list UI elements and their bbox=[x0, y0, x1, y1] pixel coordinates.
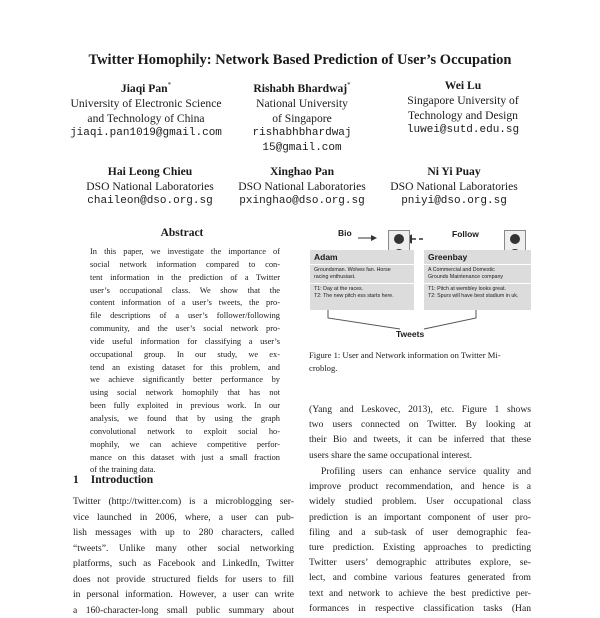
text-line: (Yang and Leskovec, 2013), etc. Figure 1 shows bbox=[309, 402, 531, 417]
author-name: Rishabh Bhardwaj bbox=[253, 82, 347, 95]
card-divider bbox=[310, 264, 414, 265]
text-line: improve product recommendation, and hence is a bbox=[309, 479, 531, 494]
section-title: Introduction bbox=[91, 474, 153, 486]
author-block-3 bbox=[378, 78, 548, 138]
author-email[interactable]: rishabhbhardwaj bbox=[232, 126, 372, 141]
user-tweets bbox=[314, 286, 394, 300]
text-line: widely studied problem. User occupational class bbox=[309, 494, 531, 509]
text-line: tent information in the prediction of a Twitter bbox=[90, 272, 280, 285]
text-line: social network information compared to con- bbox=[90, 259, 280, 272]
text-line: in personal information. However, a user can write bbox=[73, 587, 294, 603]
text-line: filing and a sub-task of user demographic fea- bbox=[309, 525, 531, 540]
author-affiliation: DSO National Laboratories bbox=[374, 179, 534, 194]
card-divider bbox=[310, 283, 414, 284]
user-card-right bbox=[424, 250, 531, 310]
caption-line: Figure 1: User and Network information on Twitter Mi- bbox=[309, 349, 531, 362]
text-line: convolutional network to exploit social ho- bbox=[90, 426, 280, 439]
text-line: Twitter users’ demographic attributes explore, se- bbox=[309, 555, 531, 570]
author-email[interactable]: 15@gmail.com bbox=[232, 141, 372, 156]
text-line: “tweets”. Unlike many other social networking bbox=[73, 541, 294, 557]
author-affiliation: Technology and Design bbox=[378, 108, 548, 123]
author-name: Hai Leong Chieu bbox=[108, 165, 192, 178]
text-line: file descriptions of a user’s follower/following bbox=[90, 310, 280, 323]
introduction-body bbox=[73, 494, 294, 618]
text-line: been fully exploited in previous work. In our bbox=[90, 400, 280, 413]
text-line: occupational group. In our study, we ex- bbox=[90, 349, 280, 362]
author-email[interactable]: luwei@sutd.edu.sg bbox=[378, 123, 548, 138]
author-name: Wei Lu bbox=[445, 79, 481, 92]
text-line: text and network to achieve the best predictive per- bbox=[309, 586, 531, 601]
user-tweet: T2: Spurs will have best stadium in uk. bbox=[428, 293, 518, 300]
caption-line: croblog. bbox=[309, 362, 531, 375]
abstract-body bbox=[90, 246, 280, 477]
tweets-line-left bbox=[328, 310, 400, 329]
author-email[interactable]: jiaqi.pan1019@gmail.com bbox=[56, 126, 236, 141]
text-line: mance on this dataset with just a small fraction bbox=[90, 452, 280, 465]
author-affiliation: DSO National Laboratories bbox=[70, 179, 230, 194]
figure-label-follow: Follow bbox=[452, 229, 479, 239]
text-line: ture prediction. Existing approaches to predicting bbox=[309, 540, 531, 555]
tweets-line-right bbox=[424, 310, 476, 329]
text-line: prediction is an important component of user pro- bbox=[309, 510, 531, 525]
user-bio bbox=[428, 267, 503, 281]
text-line: Profiling users can enhance service quality and bbox=[309, 464, 531, 479]
user-bio bbox=[314, 267, 391, 281]
text-line: we achieve significantly better performance by bbox=[90, 374, 280, 387]
user-name: Adam bbox=[314, 252, 338, 262]
text-line: content information of a user’s tweets, the pro- bbox=[90, 297, 280, 310]
card-divider bbox=[424, 264, 531, 265]
user-bio-line: Groundsman. Wolves fan. Horse bbox=[314, 267, 391, 274]
text-line: platforms, such as Facebook and LinkedIn, Twitter bbox=[73, 556, 294, 572]
author-affiliation: DSO National Laboratories bbox=[222, 179, 382, 194]
user-bio-line: Grounds Maintenance company bbox=[428, 274, 503, 281]
text-line: In this paper, we investigate the importance of bbox=[90, 246, 280, 259]
author-block-1 bbox=[56, 78, 236, 141]
author-name: Xinghao Pan bbox=[270, 165, 334, 178]
author-affiliation: University of Electronic Science bbox=[56, 96, 236, 111]
author-name: Ni Yi Puay bbox=[427, 165, 480, 178]
author-block-6 bbox=[374, 164, 534, 209]
author-affiliation: Singapore University of bbox=[378, 93, 548, 108]
text-line: analysis, we found that by using the graph bbox=[90, 413, 280, 426]
user-card-left bbox=[310, 250, 414, 310]
text-line: user’s occupational class. We show that the bbox=[90, 285, 280, 298]
author-block-5 bbox=[222, 164, 382, 209]
text-line: lect, and combine various features generated from bbox=[309, 570, 531, 585]
figure-label-tweets: Tweets bbox=[396, 329, 424, 339]
text-line: does not provide structured fields for users to fill bbox=[73, 572, 294, 588]
author-mark: * bbox=[347, 81, 351, 89]
figure-1 bbox=[308, 226, 533, 344]
text-line: using social network homophily that has not bbox=[90, 387, 280, 400]
text-line: of the training data. bbox=[90, 464, 280, 477]
author-affiliation: National University bbox=[232, 96, 372, 111]
author-affiliation: and Technology of China bbox=[56, 111, 236, 126]
user-name: Greenbay bbox=[428, 252, 467, 262]
section-number: 1 bbox=[73, 474, 79, 486]
author-email[interactable]: chaileon@dso.org.sg bbox=[70, 194, 230, 209]
author-email[interactable]: pniyi@dso.org.sg bbox=[374, 194, 534, 209]
text-line: mophily, we can achieve competitive perfor- bbox=[90, 439, 280, 452]
author-mark: * bbox=[168, 81, 172, 89]
text-line: lish messages with up to 280 characters, called bbox=[73, 525, 294, 541]
user-tweet: T1: Pitch at wembley looks great. bbox=[428, 286, 518, 293]
text-line: community, and the user’s social network pro- bbox=[90, 323, 280, 336]
user-bio-line: A Commercial and Domestic bbox=[428, 267, 503, 274]
figure-caption bbox=[309, 349, 531, 375]
right-column-paragraph-2 bbox=[309, 464, 531, 616]
user-bio-line: racing enthusiast. bbox=[314, 274, 391, 281]
section-heading bbox=[73, 474, 153, 486]
text-line: tend an existing dataset for this problem, and bbox=[90, 362, 280, 375]
figure-label-bio: Bio bbox=[338, 228, 352, 238]
card-divider bbox=[424, 283, 531, 284]
text-line: users share the same occupational interest. bbox=[309, 448, 531, 463]
user-tweet: T1: Day at the races. bbox=[314, 286, 394, 293]
text-line: their Bio and tweets, it can be inferred that these bbox=[309, 432, 531, 447]
author-name: Jiaqi Pan bbox=[121, 82, 168, 95]
author-affiliation: of Singapore bbox=[232, 111, 372, 126]
user-tweets bbox=[428, 286, 518, 300]
text-line: Twitter (http://twitter.com) is a microblogging ser- bbox=[73, 494, 294, 510]
text-line: vice launched in 2006, where, a user can pub- bbox=[73, 510, 294, 526]
text-line: a 160-character-long small public summary about bbox=[73, 603, 294, 618]
text-line: vide useful information for classifying a user’s bbox=[90, 336, 280, 349]
author-email[interactable]: pxinghao@dso.org.sg bbox=[222, 194, 382, 209]
author-block-2 bbox=[232, 78, 372, 156]
text-line: formances in respective classification tasks (Han bbox=[309, 601, 531, 616]
user-tweet: T2: The new pitch ess starts here. bbox=[314, 293, 394, 300]
abstract-heading: Abstract bbox=[72, 227, 292, 239]
paper-title: Twitter Homophily: Network Based Prediction of User’s Occupation bbox=[0, 52, 600, 69]
right-column-paragraph-1 bbox=[309, 402, 531, 463]
text-line: two users connected on Twitter. By looking at bbox=[309, 417, 531, 432]
author-block-4 bbox=[70, 164, 230, 209]
